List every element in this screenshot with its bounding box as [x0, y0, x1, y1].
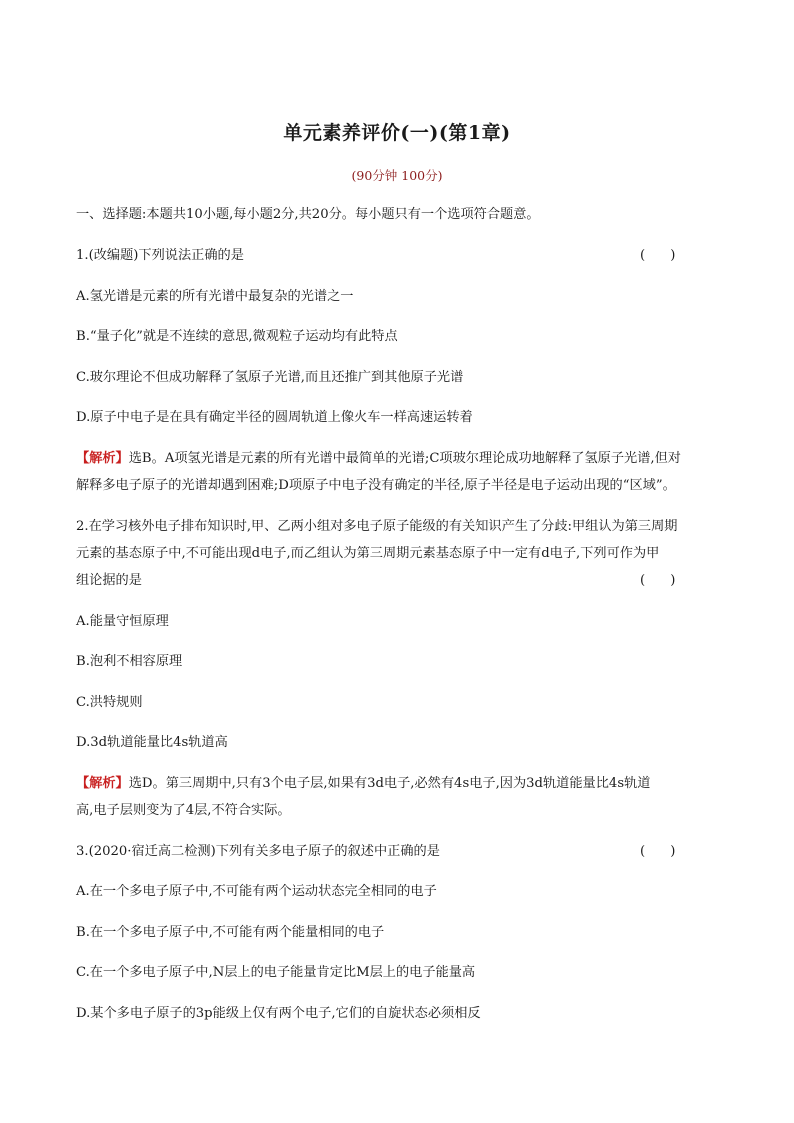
question-1-option-c: C.玻尔理论不但成功解释了氢原子光谱,而且还推广到其他原子光谱	[76, 370, 464, 385]
question-2-analysis-line-1	[76, 774, 726, 794]
question-2-answer-bracket: ( )	[640, 573, 676, 588]
question-2-option-c: C.洪特规则	[76, 695, 143, 710]
question-2-analysis-line-2: 高,电子层则变为了4层,不符合实际。	[76, 803, 291, 818]
question-1-option-a: A.氢光谱是元素的所有光谱中最复杂的光谱之一	[76, 289, 354, 304]
question-3-option-a: A.在一个多电子原子中,不可能有两个运动状态完全相同的电子	[76, 884, 437, 899]
question-2-stem-line-3: 组论据的是	[76, 573, 142, 588]
analysis-tag: 【解析】	[76, 451, 129, 466]
question-2-option-a: A.能量守恒原理	[76, 614, 169, 629]
exam-duration-score: (90分钟 100分)	[351, 168, 443, 183]
question-3-option-c: C.在一个多电子原子中,N层上的电子能量肯定比M层上的电子能量高	[76, 965, 476, 980]
question-3-option-d: D.某个多电子原子的3p能级上仅有两个电子,它们的自旋状态必须相反	[76, 1006, 481, 1021]
question-1-analysis-line-1	[76, 449, 726, 469]
question-2-stem-line-2: 元素的基态原子中,不可能出现d电子,而乙组认为第三周期元素基态原子中一定有d电子,下列可作为甲	[76, 546, 660, 561]
question-2-stem-line-1: 2.在学习核外电子排布知识时,甲、乙两小组对多电子原子能级的有关知识产生了分歧:甲组认为第三周期	[76, 519, 678, 534]
question-1-analysis-line-2: 解释多电子原子的光谱却遇到困难;D项原子中电子没有确定的半径,原子半径是电子运动出现的“区域”。	[76, 478, 676, 493]
question-1-option-b: B.“量子化”就是不连续的意思,微观粒子运动均有此特点	[76, 329, 398, 344]
question-3-option-b: B.在一个多电子原子中,不可能有两个能量相同的电子	[76, 925, 385, 940]
question-1-option-d: D.原子中电子是在具有确定半径的圆周轨道上像火车一样高速运转着	[76, 410, 473, 425]
question-2-option-d: D.3d轨道能量比4s轨道高	[76, 735, 228, 750]
question-3-stem: 3.(2020·宿迁高二检测)下列有关多电子原子的叙述中正确的是	[76, 844, 440, 859]
analysis-text: 选B。A项氢光谱是元素的所有光谱中最简单的光谱;C项玻尔理论成功地解释了氢原子光谱,但对	[128, 451, 681, 466]
question-3-answer-bracket: ( )	[640, 844, 676, 859]
analysis-text: 选D。第三周期中,只有3个电子层,如果有3d电子,必然有4s电子,因为3d轨道能量比4s轨道	[128, 776, 651, 791]
page-title: 单元素养评价(一)(第1章)	[283, 122, 511, 144]
analysis-tag: 【解析】	[76, 776, 129, 791]
section-heading: 一、选择题:本题共10小题,每小题2分,共20分。每小题只有一个选项符合题意。	[76, 207, 540, 222]
question-2-option-b: B.泡利不相容原理	[76, 654, 183, 669]
question-1-answer-bracket: ( )	[640, 248, 676, 263]
question-1-stem: 1.(改编题)下列说法正确的是	[76, 248, 244, 263]
